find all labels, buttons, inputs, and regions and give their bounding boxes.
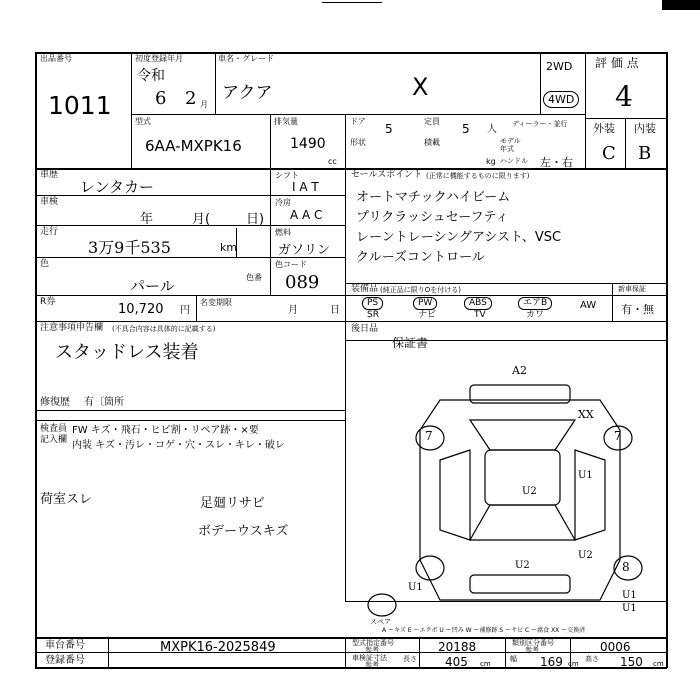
width-label: 幅 — [510, 655, 517, 663]
displacement-label: 排気量 — [274, 117, 298, 126]
recycle-fee: 10,720 — [118, 302, 164, 317]
evaluation-score: 4 — [615, 80, 633, 113]
damage-mark: U2 — [522, 486, 537, 497]
selling-points-label: セールスポイント — [351, 170, 423, 180]
displacement: 1490 — [290, 136, 326, 152]
inspection-day-unit: 日) — [246, 212, 265, 227]
repair-history-value: 有〔箇所 — [84, 397, 124, 408]
remark-body: ボデーウスキズ — [198, 524, 289, 539]
length-label: 長さ — [403, 655, 417, 663]
cc-unit: cc — [328, 157, 337, 166]
inspector-label: 検査員記入欄 — [40, 424, 68, 445]
history-value: レンタカー — [80, 178, 155, 196]
exterior-grade: C — [602, 143, 616, 164]
damage-mark: 8 — [622, 560, 630, 574]
notes-label: 注意事項申告欄 — [40, 323, 104, 333]
type-designation-label: 型式指定番号 — [352, 639, 394, 647]
drive-4wd-option: 4WD — [543, 91, 579, 108]
height-label: 高さ — [585, 655, 599, 663]
equipment-navi: ナビ — [418, 310, 437, 320]
registration-number-label: 登録番号 — [45, 655, 85, 666]
score-label: 評 価 点 — [595, 56, 639, 70]
handle-value: 左・右 — [540, 156, 573, 169]
capacity-label: 定員 — [424, 117, 440, 126]
equipment-sr: SR — [367, 310, 379, 320]
length: 405 — [445, 655, 468, 669]
history-label: 車歴 — [40, 170, 59, 180]
fuel-value: ガソリン — [278, 243, 331, 258]
model-code: 6AA-MXPK16 — [145, 137, 242, 155]
documents-label: 後日品 — [351, 324, 379, 334]
selling-point-item: クルーズコントロール — [356, 250, 485, 265]
inspector-exterior-row: FW キズ・飛石・ヒビ割・リペア跡・×要 — [72, 425, 259, 436]
damage-mark: U2 — [515, 560, 530, 571]
mileage-label: 走行 — [40, 227, 59, 237]
color-code: 089 — [285, 272, 320, 293]
ac-label: 冷房 — [275, 198, 291, 207]
class-number-reference: 参考 — [525, 646, 539, 654]
grade: X — [412, 73, 429, 101]
equipment-abs: ABS — [464, 297, 492, 310]
width: 169 — [540, 655, 563, 669]
equipment-airbag: エアB — [518, 297, 552, 310]
registration-month: 2 — [185, 88, 197, 109]
capacity: 5 — [462, 122, 470, 136]
kg-unit: kg — [486, 157, 496, 166]
class-number-label: 類別区分番号 — [512, 639, 554, 647]
chassis-number: MXPK16-2025849 — [160, 640, 276, 655]
equipment-leather: カワ — [526, 310, 545, 320]
name-change-deadline-label: 名変期限 — [200, 298, 232, 307]
length-unit: cm — [480, 660, 491, 668]
damage-mark: 7 — [614, 429, 622, 443]
dimensions-reference: 参考 — [365, 661, 379, 669]
fuel-label: 燃料 — [275, 228, 291, 237]
model-year-label: モデル 年式 — [500, 137, 521, 153]
new-car-warranty-label: 新車保証 — [618, 285, 646, 293]
model-code-label: 型式 — [135, 117, 151, 126]
equipment-pw: PW — [413, 297, 437, 310]
ac-value: A A C — [290, 208, 323, 222]
selling-points-note: (正常に機能するものに限ります) — [426, 172, 530, 180]
lot-number-label: 出品番号 — [40, 54, 72, 63]
door-label: ドア — [350, 117, 366, 126]
era-label: 令和 — [137, 68, 165, 84]
inspector-interior-row: 内装 キズ・汚レ・コゲ・穴・スレ・キレ・破レ — [72, 440, 285, 451]
handle-label: ハンドル — [500, 157, 528, 165]
repair-history-label: 修復歴 — [40, 397, 70, 408]
remark-cargo: 荷室スレ — [40, 492, 93, 507]
damage-mark: XX — [578, 408, 594, 421]
class-number: 0006 — [600, 640, 631, 654]
lot-number: 1011 — [48, 91, 112, 120]
inspection-label: 車検 — [40, 197, 59, 207]
new-car-warranty-value: 有・無 — [621, 303, 654, 316]
person-unit: 人 — [487, 124, 497, 135]
damage-mark: 7 — [425, 429, 433, 443]
documents-value: 保証書 — [392, 336, 429, 350]
doors: 5 — [385, 122, 393, 136]
dimensions-label: 車検証寸法 — [352, 654, 387, 662]
km-unit: km — [220, 241, 238, 254]
width-unit: cm — [568, 660, 579, 668]
selling-point-item: レーントレーシングアシスト、VSC — [356, 230, 562, 245]
recycle-label: R券 — [40, 297, 56, 307]
height-unit: cm — [653, 660, 664, 668]
load-label: 積載 — [424, 138, 440, 147]
yen-unit: 円 — [180, 305, 190, 316]
shift-value: I A T — [292, 180, 319, 194]
exterior-label: 外装 — [593, 122, 615, 135]
chassis-number-label: 車台番号 — [45, 640, 85, 651]
type-designation-number: 20188 — [438, 640, 477, 654]
equipment-label: 装備品 — [351, 284, 379, 294]
color-label: 色 — [40, 259, 50, 269]
notes-handwritten: スタッドレス装着 — [55, 342, 199, 363]
damage-legend: A ーキズ E ーエクボ U ー凹み W ー補修跡 S ーサビ C ー腐食 XX ー交換済 — [382, 627, 586, 634]
remark-suspension: 足廻リサビ — [200, 496, 265, 511]
damage-mark: U1 — [622, 603, 637, 614]
damage-mark: U1 — [578, 470, 593, 481]
equipment-note: (純正品に限りOを付ける) — [380, 286, 461, 294]
damage-mark: U2 — [578, 550, 593, 561]
equipment-aw: AW — [580, 300, 597, 311]
equipment-tv: TV — [474, 310, 486, 320]
first-registration-label: 初度登録年月 — [135, 54, 183, 63]
inspection-month-unit: 月( — [192, 212, 211, 227]
equipment-ps: PS — [362, 297, 383, 310]
color-number-label: 色番 — [246, 273, 262, 282]
deadline-day-unit: 日 — [330, 305, 340, 316]
damage-mark: A2 — [512, 364, 527, 377]
spare-tire-label: スペア — [370, 618, 391, 626]
shift-label: シフト — [275, 171, 299, 180]
interior-label: 内装 — [634, 122, 656, 135]
damage-mark: U1 — [622, 590, 637, 601]
inspection-year-unit: 年 — [140, 212, 154, 227]
dealer-label: ディーラー・並行 — [512, 120, 568, 128]
registration-year: 6 — [155, 88, 167, 109]
type-designation-reference: 参考 — [365, 646, 379, 654]
drive-2wd-option: 2WD — [546, 60, 573, 73]
car-name-label: 車名・グレード — [218, 54, 274, 63]
deadline-month-unit: 月 — [288, 305, 298, 316]
selling-point-item: プリクラッシュセーフティ — [356, 210, 509, 225]
notes-sub-label: (不具合内容は具体的に記載する) — [112, 325, 216, 333]
month-unit: 月 — [200, 100, 208, 109]
height: 150 — [620, 655, 643, 669]
color-value: パール — [130, 277, 175, 295]
shape-label: 形状 — [350, 138, 366, 147]
mileage: 3万9千535 — [88, 238, 171, 257]
car-name: アクア — [222, 83, 273, 103]
interior-grade: B — [638, 143, 652, 164]
color-code-label: 色コード — [275, 260, 307, 269]
damage-mark: U1 — [408, 582, 423, 593]
selling-point-item: オートマチックハイビーム — [356, 190, 511, 205]
